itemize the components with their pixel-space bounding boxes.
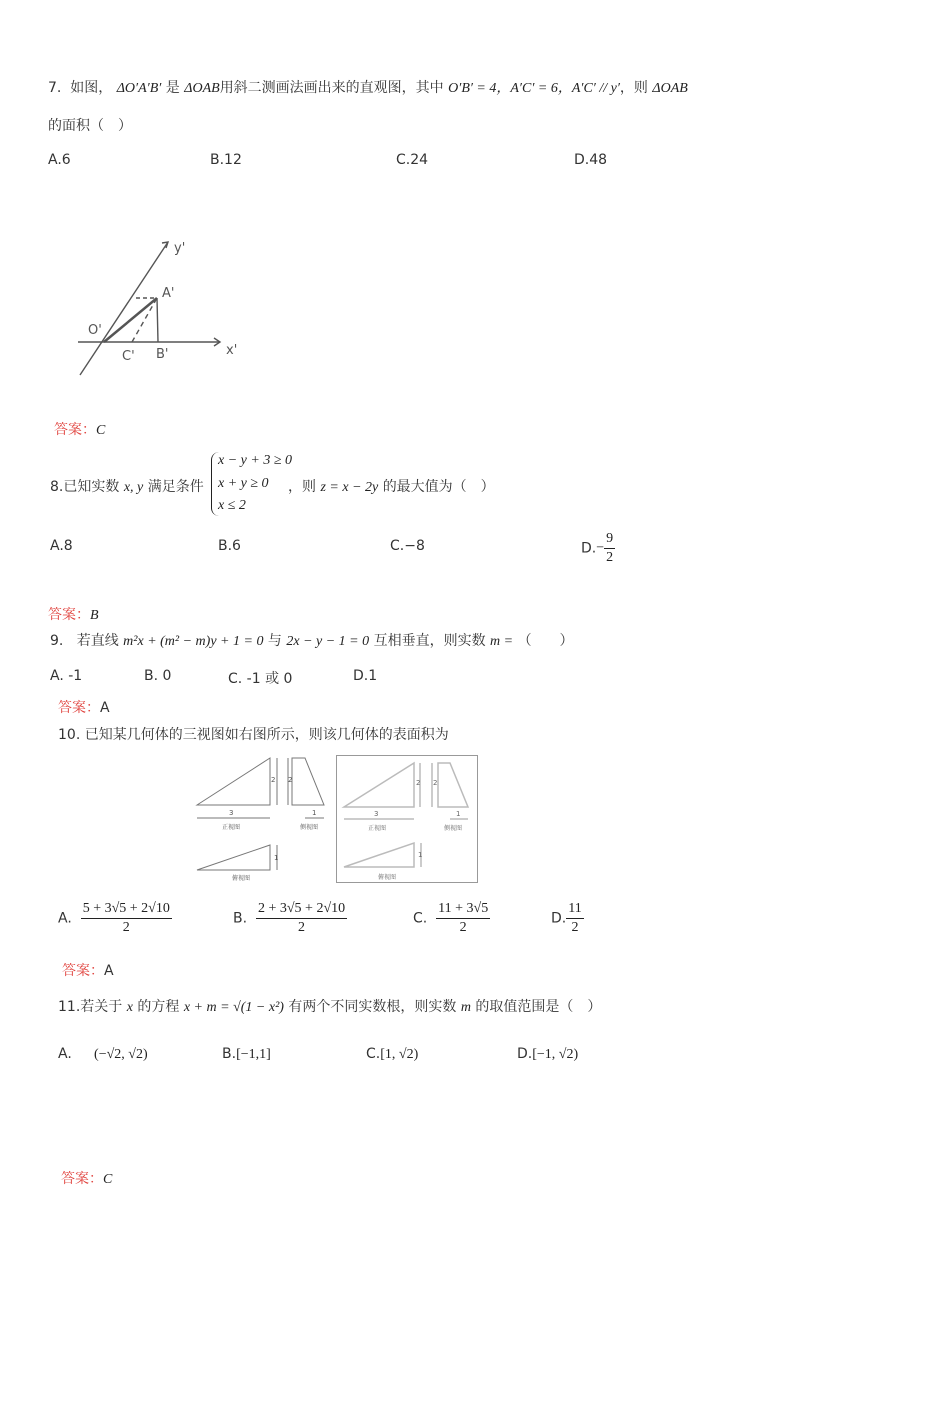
option-value: [−1, √2) <box>532 1047 579 1062</box>
q8-stem-prefix <box>50 476 204 496</box>
q9-option-d: D.1 <box>353 668 378 684</box>
q9-text: 与 <box>267 633 282 649</box>
dim-label: 2 <box>416 779 421 787</box>
dim-label: 1 <box>418 851 423 859</box>
q7-math: ΔO′A′B′ <box>116 81 162 96</box>
q11-option-d <box>517 1046 578 1063</box>
q8-constraint-3: x ≤ 2 <box>218 498 246 513</box>
fraction <box>604 530 615 567</box>
side-view-label: 侧视图 <box>300 824 319 831</box>
q11-stem <box>58 996 601 1016</box>
q9-text: （ ） <box>517 633 574 649</box>
label-y: y' <box>174 241 186 256</box>
q7-option-c: C.24 <box>396 152 429 168</box>
q7-number: 7. <box>48 80 62 96</box>
q8-text: 8.已知实数 <box>50 479 120 495</box>
option-label: D. <box>551 910 567 927</box>
q9-expr: m = <box>490 634 514 649</box>
q8-constraint-2: x + y ≥ 0 <box>218 476 269 491</box>
q7-math: O′B′ = 4，A′C′ = 6，A′C′ // y′ <box>448 81 620 96</box>
q10-option-d <box>551 900 584 937</box>
front-view-label: 正视图 <box>368 825 387 832</box>
q8-text: ，则 <box>288 479 316 495</box>
dim-label: 1 <box>312 809 317 817</box>
q9-option-a: A. -1 <box>50 668 83 684</box>
fraction <box>81 900 172 937</box>
numerator: 9 <box>604 530 615 549</box>
q8-option-b: B.6 <box>218 538 241 554</box>
side-view-shape <box>438 763 468 807</box>
q7-text: ，则 <box>619 80 648 96</box>
answer-value: C <box>96 423 106 438</box>
q7-math: ΔOAB <box>184 81 220 96</box>
q11-text: 的方程 <box>137 999 180 1015</box>
numerator: 5 + 3√5 + 2√10 <box>81 900 172 919</box>
dim-label: 1 <box>456 810 461 818</box>
denominator: 2 <box>571 920 579 935</box>
q7-answer <box>54 419 105 439</box>
denominator: 2 <box>122 920 130 935</box>
answer-label: 答案： <box>61 1171 103 1187</box>
q7-oblique-figure <box>70 230 250 390</box>
option-label: A. <box>58 910 72 927</box>
option-label: C. <box>366 1046 381 1062</box>
label-b: B' <box>156 347 169 362</box>
denominator: 2 <box>298 920 306 935</box>
q7-stem-line2: 的面积（ ） <box>48 118 132 134</box>
q7-text: 是 <box>165 80 180 96</box>
q11-option-b <box>222 1046 271 1063</box>
option-label: B. <box>222 1046 237 1062</box>
q10-three-views-left <box>192 752 332 884</box>
top-view-shape <box>344 843 414 867</box>
dim-label: 3 <box>229 809 234 817</box>
q11-text: 的取值范围是（ ） <box>475 999 602 1015</box>
answer-value: A <box>100 700 110 716</box>
option-label: D. <box>517 1046 533 1062</box>
q8-option-c: C.−8 <box>390 538 425 554</box>
front-view-label: 正视图 <box>222 824 241 831</box>
q10-option-c <box>413 900 490 937</box>
q7-option-d: D.48 <box>574 152 608 168</box>
option-label: A. <box>58 1046 72 1062</box>
answer-value: A <box>104 963 114 979</box>
top-view-label: 俯视图 <box>232 875 251 882</box>
q9-text: 若直线 <box>76 633 119 649</box>
numerator: 2 + 3√5 + 2√10 <box>256 900 347 919</box>
fraction <box>436 900 490 937</box>
q9-number: 9. <box>50 633 64 649</box>
q8-answer <box>48 604 99 624</box>
q9-expr: 2x − y − 1 = 0 <box>286 634 370 649</box>
segment-ca-dashed <box>132 298 157 342</box>
q9-option-b: B. 0 <box>144 668 172 684</box>
q11-answer <box>61 1168 112 1188</box>
q11-var: m <box>460 1000 471 1015</box>
segment-ab <box>157 298 158 342</box>
q9-expr: m²x + (m² − m)y + 1 = 0 <box>123 634 264 649</box>
q10-option-b <box>233 900 347 937</box>
q7-text: 用斜二测画法画出来的直观图，其中 <box>219 80 444 96</box>
dim-label: 2 <box>271 776 276 784</box>
option-value: (−√2, √2) <box>94 1047 148 1062</box>
q8-stem-suffix <box>288 476 495 496</box>
top-view-shape <box>197 845 270 870</box>
q8-vars: x, y <box>123 480 144 495</box>
minus-sign: − <box>596 540 605 556</box>
segment-oa <box>104 298 157 342</box>
q8-constraint-1: x − y + 3 ≥ 0 <box>218 453 293 468</box>
answer-label: 答案： <box>62 963 104 979</box>
q10-option-a <box>58 900 172 937</box>
q10-three-views-right <box>336 755 478 883</box>
dim-label: 1 <box>274 854 279 862</box>
dim-label: 2 <box>288 776 293 784</box>
side-view-shape <box>292 758 324 805</box>
q10-stem: 10. 已知某几何体的三视图如右图所示，则该几何体的表面积为 <box>58 727 449 743</box>
answer-label: 答案： <box>48 607 90 623</box>
q10-answer <box>62 960 114 980</box>
q7-math: ΔOAB <box>652 81 688 96</box>
top-view-label: 俯视图 <box>378 874 397 881</box>
q11-option-a <box>58 1046 148 1063</box>
label-x: x' <box>226 343 238 358</box>
answer-label: 答案： <box>54 422 96 438</box>
option-label: C. <box>413 910 428 927</box>
q8-expr: z = x − 2y <box>320 480 379 495</box>
side-view-label: 侧视图 <box>444 825 463 832</box>
label-o: O' <box>88 323 102 338</box>
q7-stem-line1 <box>48 77 688 97</box>
q8-option-a: A.8 <box>50 538 73 554</box>
option-label: D. <box>581 540 597 557</box>
q11-expr: x + m = √(1 − x²) <box>183 1000 284 1015</box>
q11-option-c <box>366 1046 418 1063</box>
denominator: 2 <box>606 550 614 565</box>
dim-label: 3 <box>374 810 379 818</box>
answer-value: C <box>103 1172 113 1187</box>
q7-option-b: B.12 <box>210 152 242 168</box>
q11-text: 11.若关于 <box>58 999 123 1015</box>
q9-text: 互相垂直，则实数 <box>373 633 486 649</box>
option-value: [1, √2) <box>380 1047 419 1062</box>
q8-text: 满足条件 <box>147 479 204 495</box>
q8-option-d <box>581 530 615 567</box>
q11-var: x <box>126 1000 133 1015</box>
label-a: A' <box>162 286 175 301</box>
q7-text: 如图， <box>70 80 113 96</box>
option-value: [−1,1] <box>236 1047 271 1062</box>
q9-stem <box>50 630 574 650</box>
denominator: 2 <box>459 920 467 935</box>
front-view-shape <box>197 758 270 805</box>
option-label: B. <box>233 910 248 927</box>
fraction <box>256 900 347 937</box>
fraction <box>566 900 583 937</box>
numerator: 11 + 3√5 <box>436 900 490 919</box>
q11-text: 有两个不同实数根，则实数 <box>288 999 457 1015</box>
q8-text: 的最大值为（ ） <box>382 479 495 495</box>
dim-label: 2 <box>433 779 438 787</box>
q7-option-a: A.6 <box>48 152 71 168</box>
q9-answer <box>58 697 110 717</box>
answer-label: 答案： <box>58 700 100 716</box>
numerator: 11 <box>566 900 583 919</box>
label-c: C' <box>122 349 135 364</box>
front-view-shape <box>344 763 414 807</box>
q9-option-c: C. -1 或 0 <box>228 671 293 687</box>
answer-value: B <box>90 608 99 623</box>
